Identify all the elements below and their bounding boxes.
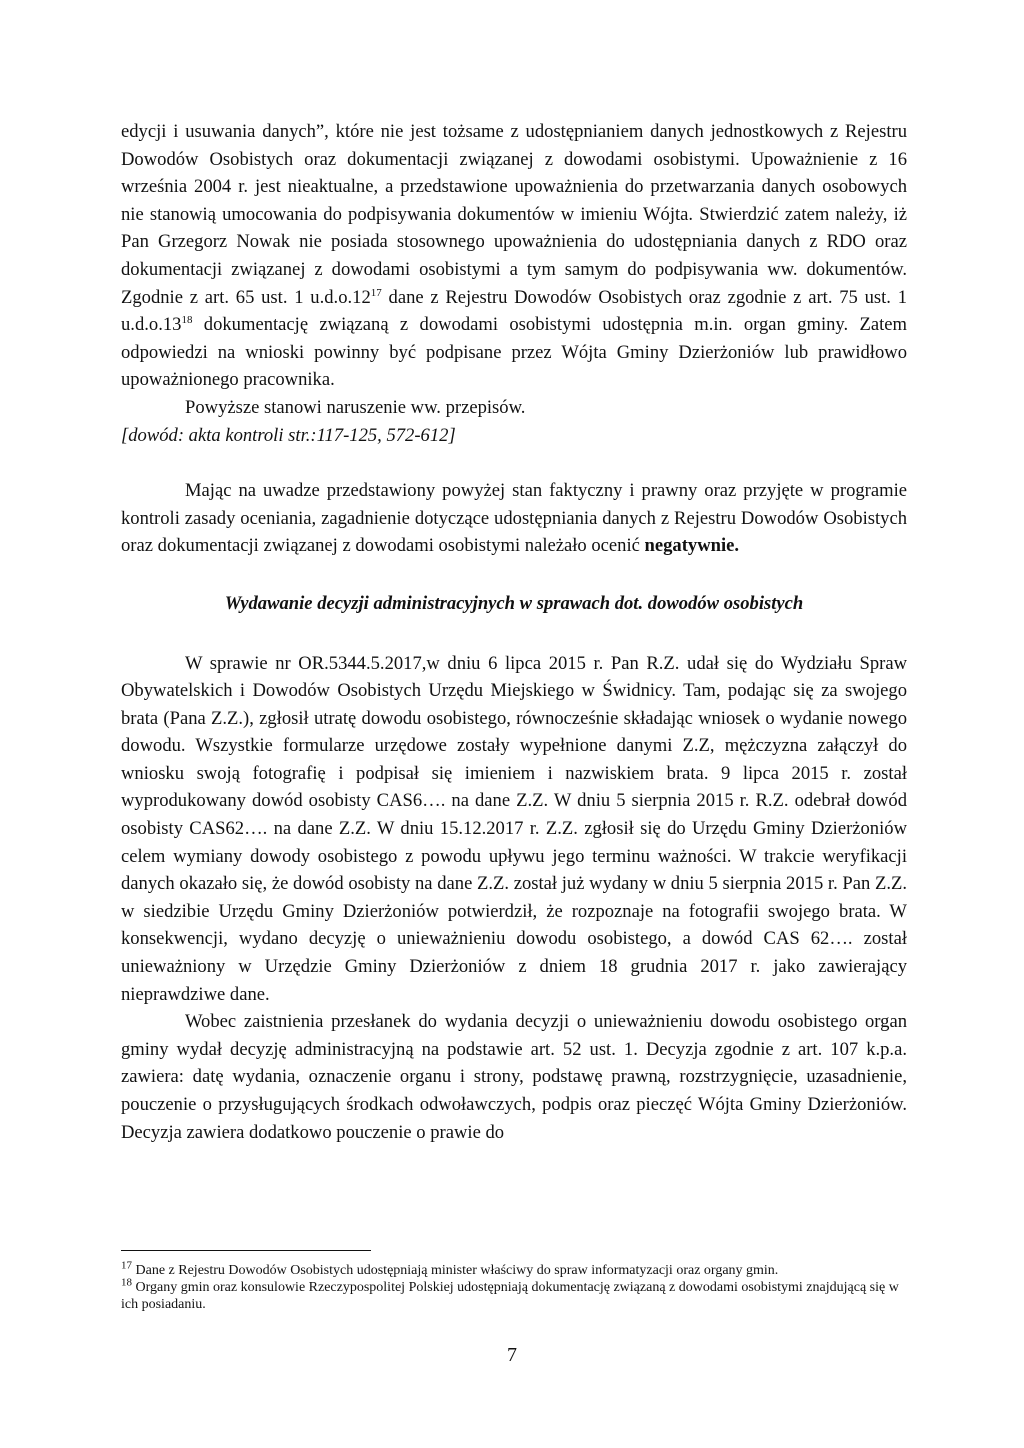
paragraph-violation: Powyższe stanowi naruszenie ww. przepisów. bbox=[185, 396, 526, 418]
paragraph-case: W sprawie nr OR.5344.5.2017,w dniu 6 lipca 2015 r. Pan R.Z. udał się do Wydziału Spraw Obywatelskich i Dowodów Osobistych Urzędu Miejskiego w Świdnicy. Tam, podając się za swojego brata (Pana Z.Z.), zgłosił utratę dowodu osobistego, równocześnie składając wniosek o wydanie nowego dowodu. Wszystkie formularze urzędowe zostały wypełnione danymi Z.Z, mężczyzna załączył do wniosku swoją fotografię i podpisał się imieniem i nazwiskiem brata. 9 lipca 2015 r. został wyprodukowany dowód osobisty CAS6…. na dane Z.Z. W dniu 5 sierpnia 2015 r. R.Z. odebrał dowód osobisty CAS62…. na dane Z.Z. W dniu 15.12.2017 r. Z.Z. zgłosił się do Urzędu Gminy Dzierżoniów celem wymiany dowody osobistego z powodu upływu jego terminu ważności. W trakcie weryfikacji danych okazało się, że dowód osobisty na dane Z.Z. został już wydany w dniu 5 sierpnia 2015 r. Pan Z.Z. w siedzibie Urzędu Gminy Dzierżoniów potwierdził, że rozpoznaje na fotografii swojego brata. W konsekwencji, wydano decyzję o unieważnieniu dowodu osobistego, a dowód CAS 62…. został unieważniony w Urzędzie Gminy Dzierżoniów z dniem 18 grudnia 2017 r. jako zawierający nieprawdziwe dane. bbox=[121, 652, 907, 1005]
paragraph-decision: Wobec zaistnienia przesłanek do wydania decyzji o unieważnieniu dowodu osobistego organ gminy wydał decyzję administracyjną na podstawie art. 52 ust. 1. Decyzja zgodnie z art. 107 k.p.a. zawiera: datę wydania, oznaczenie organu i strony, podstawę prawną, rozstrzygnięcie, uzasadnienie, pouczenie o przysługujących środkach odwoławczych, podpis oraz pieczęć Wójta Gminy Dzierżoniów. Decyzja zawiera dodatkowo pouczenie o prawie do bbox=[121, 1011, 907, 1143]
section-heading: Wydawanie decyzji administracyjnych w sprawach dot. dowodów osobistych bbox=[224, 592, 804, 614]
footnote-17: $^{17}$ Dane z Rejestru Dowodów Osobistych udostępniają minister właściwy do spraw informatyzacji oraz organy gmin. bbox=[121, 1259, 779, 1278]
page-number: 7 bbox=[507, 1344, 517, 1366]
evidence-reference: [dowód: akta kontroli str.:117-125, 572-612] bbox=[121, 424, 456, 446]
footnote-ref-17: 17 bbox=[370, 286, 382, 299]
paragraph-assessment: Mając na uwadze przedstawiony powyżej stan faktyczny i prawny oraz przyjęte w programie kontroli zasady oceniania, zagadnienie dotyczące udostępniania danych z Rejestru Dowodów Osobistych oraz dokumentacji związanej z dowodami osobistymi należało ocenić negatywnie. bbox=[121, 480, 907, 557]
main-text bbox=[121, 118, 907, 1146]
footnote-divider bbox=[121, 1250, 371, 1251]
footnotes bbox=[121, 1259, 907, 1313]
paragraph-authorization: edycji i usuwania danych”, które nie jest tożsame z udostępnianiem danych jednostkowych z Rejestru Dowodów Osobistych oraz dokumentacji związanej z dowodami osobistymi. Upoważnienie z 16 września 2004 r. jest nieaktualne, a przedstawione upoważnienia do przetwarzania danych osobowych nie stanowią umocowania do podpisywania dokumentów w imieniu Wójta. Stwierdzić zatem należy, iż Pan Grzegorz Nowak nie posiada stosownego upoważnienia do udostępniania danych z RDO oraz dokumentacji związanej z dowodami osobistymi a tym samym do podpisywania ww. dokumentów. Zgodnie z art. 65 ust. 1 $u.d.o.12^{17}$ dane z Rejestru Dowodów Osobistych oraz zgodnie z art. 75 ust. 1 $u.d.o.13^{18}$ dokumentację związaną z dowodami osobistymi udostępnia m.in. organ gminy. Zatem odpowiedzi na wnioski powinny być podpisane przez Wójta Gminy Dzierżoniów lub prawidłowo upoważnionego pracownika. bbox=[121, 121, 907, 391]
footnote-ref-18: 18 bbox=[181, 313, 193, 326]
footnote-18: $^{18}$ Organy gmin oraz konsulowie Rzeczypospolitej Polskiej udostępniają dokumentację związaną z dowodami osobistymi znajdującą się w ich posiadaniu. bbox=[121, 1276, 899, 1312]
assessment-result: negatywnie. bbox=[644, 535, 740, 557]
